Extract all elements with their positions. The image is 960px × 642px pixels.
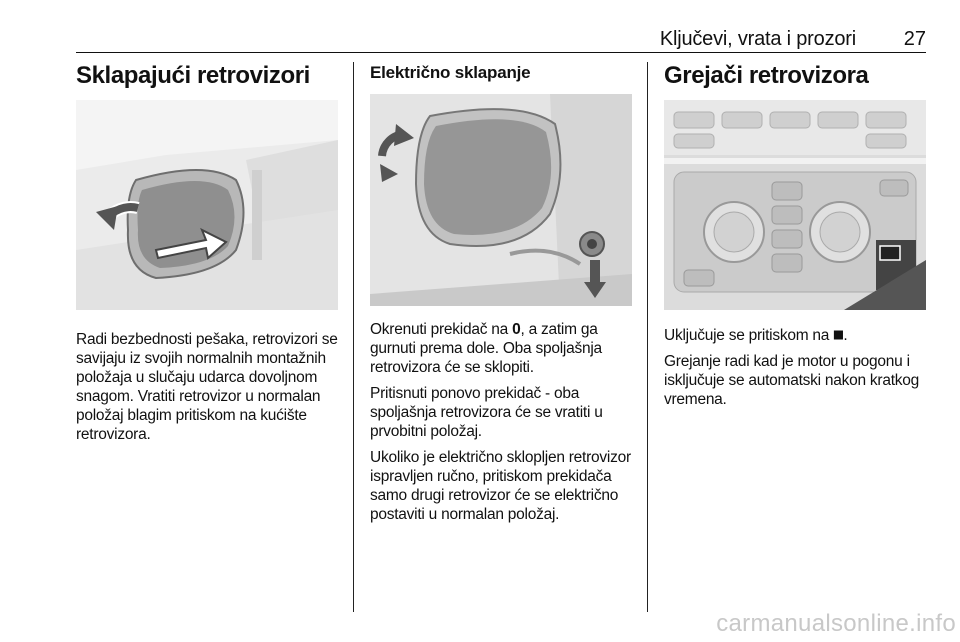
paragraph: Ukoliko je električno sklopljen retrovizor ispravljen ručno, pritiskom prekidača samo drugi retrovizor će se električno postaviti u normalan položaj. — [370, 449, 631, 523]
column-electric-folding — [370, 62, 634, 524]
section-heading: Električno sklapanje — [370, 63, 531, 82]
section-heading: Sklapajući retrovizori — [76, 62, 310, 89]
electric-folding-illustration — [370, 94, 632, 306]
watermark: carmanualsonline.info — [716, 610, 956, 637]
climate-panel-illustration — [664, 100, 926, 310]
section-heading: Grejači retrovizora — [664, 62, 869, 89]
paragraph: Okrenuti prekidač na 0, a zatim ga gurnuti prema dole. Oba spoljašnja retrovizora će se sklopiti. — [370, 321, 602, 376]
paragraph: Pritisnuti ponovo prekidač - oba spoljašnja retrovizora će se vratiti u prvobitni položaj. — [370, 385, 603, 440]
page-header — [76, 28, 926, 53]
mirror-heating-icon: ⯀ — [833, 328, 844, 343]
column-folding-mirrors — [76, 62, 340, 444]
paragraph: Grejanje radi kad je motor u pogonu i isključuje se automatski nakon kratkog vremena. — [664, 353, 919, 408]
column-divider — [353, 62, 354, 612]
paragraph: Uključuje se pritiskom na ⯀. — [664, 327, 848, 344]
folding-mirror-illustration — [76, 100, 338, 310]
chapter-title: Ključevi, vrata i prozori — [659, 28, 856, 50]
page-number: 27 — [903, 28, 926, 50]
column-heated-mirrors — [664, 62, 928, 409]
paragraph: Radi bezbednosti pešaka, retrovizori se savijaju iz svojih normalnih montažnih položaja u slučaju udarca dovoljnom snagom. Vratiti retrovizor u normalan položaj blagim pritiskom na kućište retrovizora. — [76, 331, 338, 443]
switch-position-label: 0 — [512, 321, 521, 338]
column-divider — [647, 62, 648, 612]
